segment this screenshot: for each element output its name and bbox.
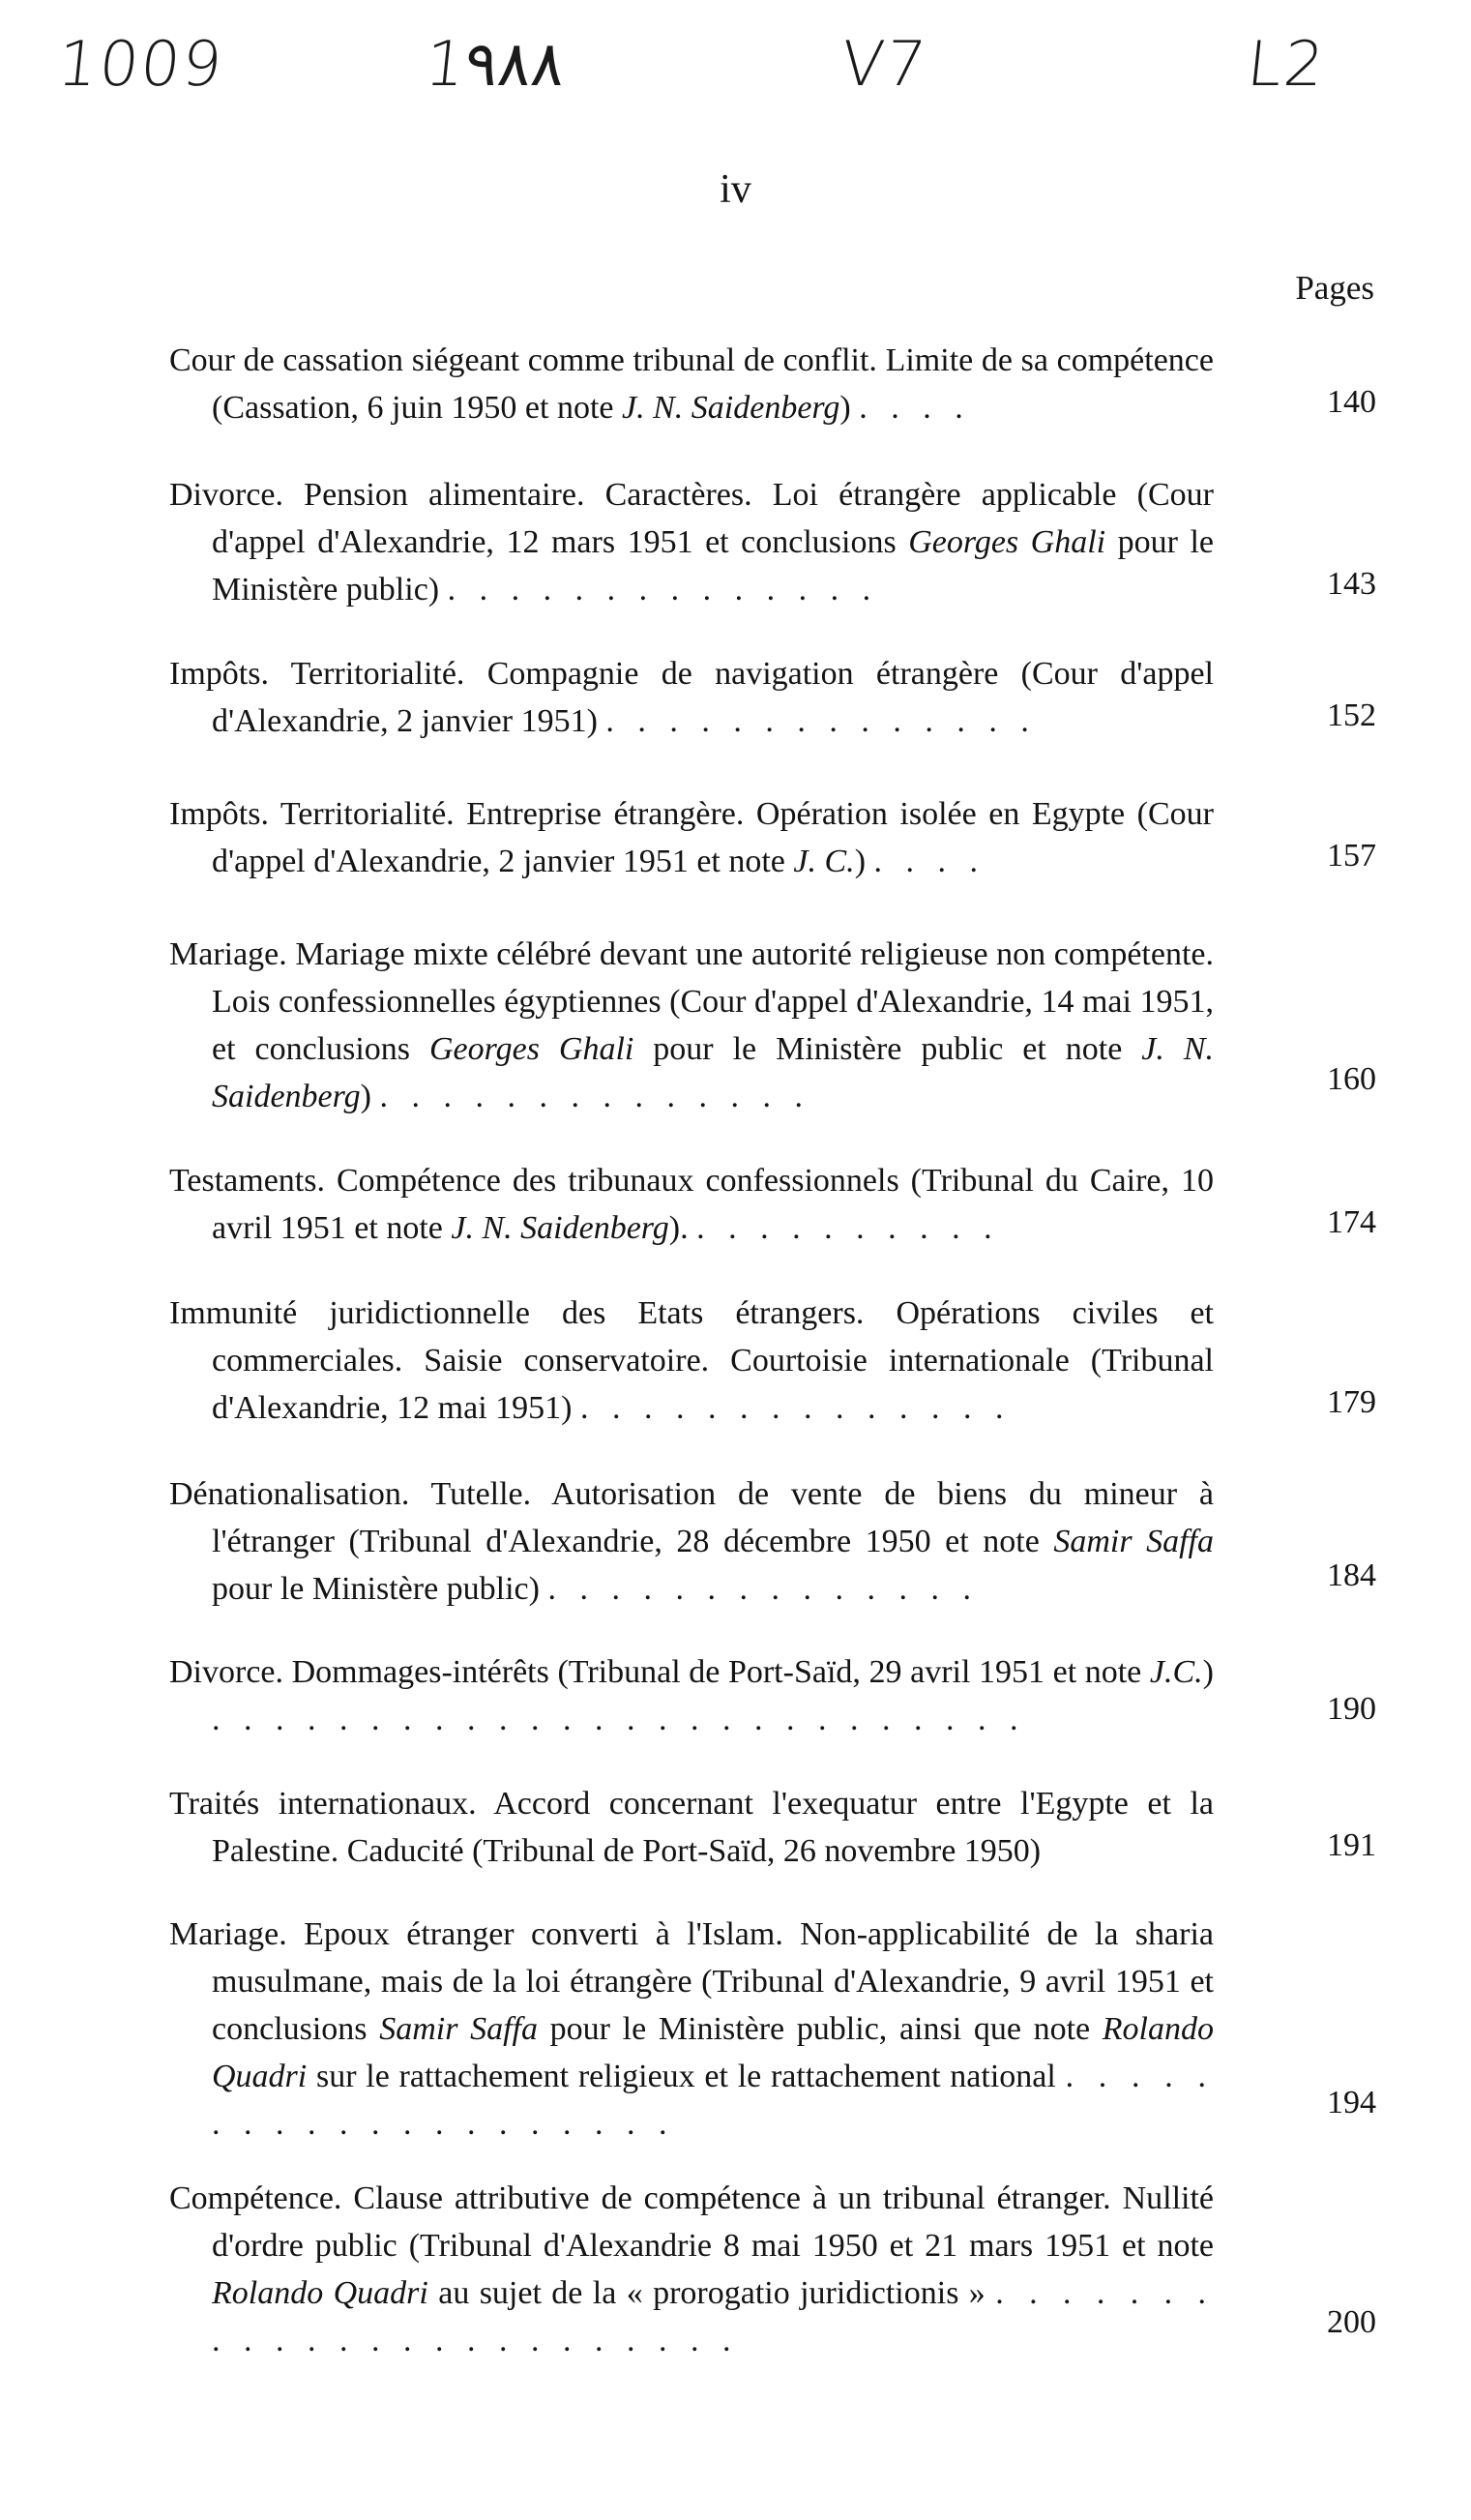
toc-entry (0, 2175, 1471, 2364)
toc-entry (0, 931, 1471, 1120)
entry-text: Mariage. Epoux étranger converti à l'Islam. Non-applicabilité de la sharia musulmane, mais de la loi étrangère (Tribunal d'Alexandrie, 9 avril 1951 et conclusions Samir Saffa pour le Ministère public, ainsi que note Rolando Quadri sur le rattachement religieux et le rattachement national . . . . . . . . . . . . . . . . . . . . (169, 1916, 1215, 2142)
toc-entry (0, 1290, 1471, 1432)
handwritten-note-2: 1٩٨٨ (422, 29, 569, 101)
entry-text: Cour de cassation siégeant comme tribunal de conflit. Limite de sa compétence (Cassation, 6 juin 1950 et note J. N. Saidenberg) . . . . (169, 342, 1214, 426)
toc-entry (0, 650, 1471, 745)
handwritten-note-1: 1009 (54, 29, 227, 101)
entry-page: 191 (1327, 1827, 1376, 1863)
toc-entry (0, 337, 1471, 431)
toc-entry (0, 1780, 1471, 1875)
entry-text: Dénationalisation. Tutelle. Autorisation de vente de biens du mineur à l'étranger (Tribunal d'Alexandrie, 28 décembre 1950 et note Samir Saffa pour le Ministère public) . . . . . . . . . . . . . . (169, 1476, 1215, 1607)
toc-entry (0, 1157, 1471, 1252)
handwritten-note-4: L2 (1244, 29, 1330, 101)
entry-page: 157 (1327, 838, 1376, 874)
entry-text: Testaments. Compétence des tribunaux confessionnels (Tribunal du Caire, 10 avril 1951 et note J. N. Saidenberg). . . . . . . . . . . (169, 1163, 1214, 1246)
toc-entry (0, 1911, 1471, 2148)
entry-page: 160 (1327, 1061, 1376, 1097)
entry-page: 184 (1327, 1557, 1376, 1593)
entry-text: Impôts. Territorialité. Compagnie de navigation étrangère (Cour d'appel d'Alexandrie, 2 janvier 1951) . . . . . . . . . . . . . . (169, 656, 1214, 739)
entry-page: 152 (1327, 697, 1376, 733)
entry-page: 190 (1327, 1691, 1376, 1727)
entry-text: Mariage. Mariage mixte célébré devant une autorité religieuse non compétente. Lois confessionnelles égyptiennes (Cour d'appel d'Alexandrie, 14 mai 1951, et conclusions Georges Ghali pour le Ministère public et note J. N. Saidenberg) . . . . . . . . . . . . . . (169, 936, 1214, 1114)
handwritten-note-3: V7 (838, 29, 931, 101)
entry-page: 179 (1327, 1384, 1376, 1420)
entry-page: 143 (1327, 566, 1376, 602)
entry-text: Divorce. Dommages-intérêts (Tribunal de Port-Saïd, 29 avril 1951 et note J.C.) . . . . . . . . . . . . . . . . . . . . . . . . . . (169, 1654, 1214, 1737)
entry-text: Traités internationaux. Accord concernant l'exequatur entre l'Egypte et la Palestine. Caducité (Tribunal de Port-Saïd, 26 novembre 1950) (169, 1786, 1214, 1869)
entry-text: Immunité juridictionnelle des Etats étrangers. Opérations civiles et commerciales. Saisie conservatoire. Courtoisie internationale (Tribunal d'Alexandrie, 12 mai 1951) . . . . . . . . . . . . . . (169, 1295, 1214, 1426)
toc-entry (0, 1470, 1471, 1613)
entry-text: Impôts. Territorialité. Entreprise étrangère. Opération isolée en Egypte (Cour d'appel d'Alexandrie, 2 janvier 1951 et note J. C.) . . . . (169, 796, 1214, 879)
entry-page: 174 (1327, 1204, 1376, 1240)
toc-entry (0, 1648, 1471, 1743)
toc-entry (0, 471, 1471, 613)
pages-column-header: Pages (1295, 269, 1374, 307)
entry-page: 194 (1327, 2085, 1376, 2120)
page-number: iv (720, 167, 751, 212)
entry-text: Compétence. Clause attributive de compétence à un tribunal étranger. Nullité d'ordre public (Tribunal d'Alexandrie 8 mai 1950 et 21 mars 1951 et note Rolando Quadri au sujet de la « prorogatio juridictionis » . . . . . . . . . . . . . . . . . . . . . . . . (169, 2180, 1215, 2358)
entry-text: Divorce. Pension alimentaire. Caractères. Loi étrangère applicable (Cour d'appel d'Alexandrie, 12 mars 1951 et conclusions Georges Ghali pour le Ministère public) . . . . . . . . . . . . . . (169, 477, 1214, 608)
entry-page: 140 (1327, 384, 1376, 420)
entry-page: 200 (1327, 2304, 1376, 2340)
toc-entry (0, 790, 1471, 885)
